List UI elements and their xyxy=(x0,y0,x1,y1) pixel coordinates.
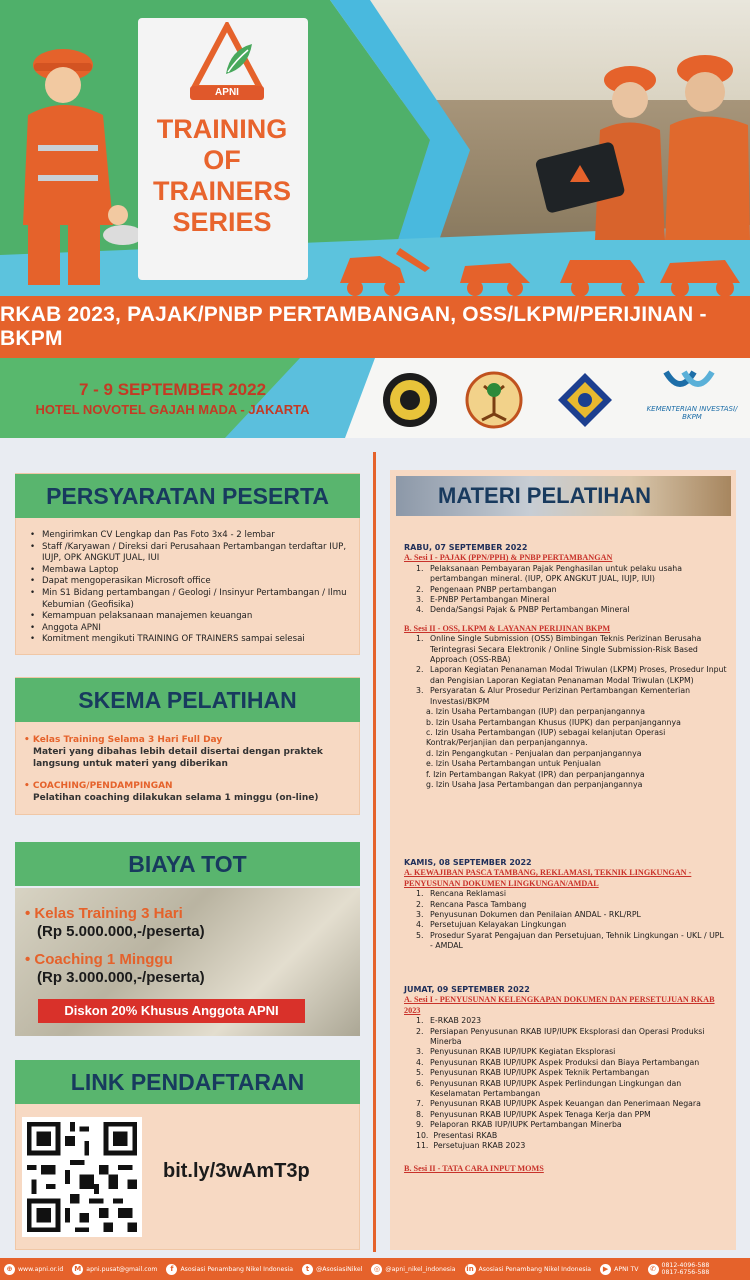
list-item: • Mengirimkan CV Lengkap dan Pas Foto 3x4 - 2 lembar xyxy=(30,530,355,542)
footer-item[interactable] xyxy=(465,1264,592,1275)
topics-text: RKAB 2023, PAJAK/PNBP PERTAMBANGAN, OSS/LKPM/PERIJINAN - BKPM xyxy=(0,303,707,350)
esdm-seal-icon xyxy=(380,370,440,430)
program-title xyxy=(142,114,302,238)
list-item: 4. Penyusunan RKAB IUP/IUPK Aspek Produksi dan Biaya Pertambangan xyxy=(416,1057,700,1067)
requirements-list xyxy=(30,530,355,646)
registration-link[interactable]: bit.ly/3wAmT3p xyxy=(163,1160,310,1182)
list-item: 11. Persetujuan RKAB 2023 xyxy=(416,1141,526,1151)
scheme-item: • Kelas Training Selama 3 Hari Full Day Materi yang dibahas lebih detail disertai dengan praktek langsung untuk materi yang diberikan xyxy=(24,734,359,770)
list-item: 1. Rencana Reklamasi xyxy=(416,889,506,899)
footer-item[interactable] xyxy=(371,1264,455,1275)
list-item: 4. Denda/Sangsi Pajak & PNBP Pertambangan Mineral xyxy=(416,605,630,615)
footer-text: 0812-4096-588 xyxy=(661,1262,710,1269)
kemenkeu-seal-icon xyxy=(555,370,615,430)
list-item: 3. Penyusunan Dokumen dan Penilaian ANDAL - RKL/RPL xyxy=(416,910,641,920)
scheme-item-desc: Materi yang dibahas lebih detail disertai dengan praktek langsung untuk materi yang diberikan xyxy=(33,747,323,769)
partner-sub-text: BKPM xyxy=(682,413,702,421)
list-item: • Komitment mengikuti TRAINING OF TRAINERS sampai selesai xyxy=(30,634,355,646)
scheme-title: SKEMA PELATIHAN xyxy=(15,678,360,722)
day-heading: JUMAT, 09 SEPTEMBER 2022 xyxy=(404,985,530,994)
fee-item-price: (Rp 3.000.000,-/peserta) xyxy=(37,969,205,986)
material-day-1 xyxy=(404,543,729,790)
list-item: 8. Penyusunan RKAB IUP/IUPK Aspek Tenaga Kerja dan PPM xyxy=(416,1109,651,1119)
footer-item[interactable] xyxy=(600,1264,638,1275)
session-items xyxy=(404,889,729,951)
linkedin-icon: in xyxy=(466,1264,474,1273)
apni-logo-text: APNI xyxy=(190,86,264,100)
list-item: 6. Penyusunan RKAB IUP/IUPK Aspek Perlindungan Lingkungan dan Keselamatan Pertambangan xyxy=(416,1078,682,1099)
klhk-seal-icon xyxy=(464,370,524,430)
event-venue: HOTEL NOVOTEL GAJAH MADA - JAKARTA xyxy=(35,402,310,417)
session-label: A. KEWAJIBAN PASCA TAMBANG, REKLAMASI, TEKNIK LINGKUNGAN - PENYUSUNAN DOKUMEN LINGKUNGAN/AMDAL xyxy=(404,868,692,888)
footer-text: www.apni.or.id xyxy=(18,1265,64,1273)
list-item: 4. Persetujuan Kelayakan Lingkungan xyxy=(416,920,567,930)
title-line: TRAINING xyxy=(156,114,288,144)
qr-code[interactable] xyxy=(22,1117,142,1237)
scheme-list xyxy=(24,734,359,804)
fee-title: BIAYA TOT xyxy=(15,842,360,886)
footer-text: @apni_nikel_indonesia xyxy=(385,1265,456,1273)
hero-banner xyxy=(0,0,750,296)
footer-item[interactable] xyxy=(4,1264,63,1275)
sub-item: f. Izin Pertambangan Rakyat (IPR) dan perpanjangannya xyxy=(426,769,645,779)
list-item: 3. Persyaratan & Alur Prosedur Perizinan Pertambangan Kementerian Investasi/BKPM xyxy=(416,686,691,706)
list-item: 2. Persiapan Penyusunan RKAB IUP/IUPK Eksplorasi dan Operasi Produksi Minerba xyxy=(416,1026,705,1047)
list-item: 9. Pelaporan RKAB IUP/IUPK Pertambangan Minerba xyxy=(416,1120,622,1130)
scheme-item: • COACHING/PENDAMPINGAN Pelatihan coaching dilakukan selama 1 minggu (on-line) xyxy=(24,780,359,804)
footer-item[interactable] xyxy=(166,1264,293,1275)
day-heading: KAMIS, 08 SEPTEMBER 2022 xyxy=(404,858,532,867)
list-item: 3. E-PNBP Pertambangan Mineral xyxy=(416,595,550,605)
footer-text: APNI TV xyxy=(614,1265,639,1273)
fee-list: • Kelas Training 3 Hari (Rp 5.000.000,-/peserta) • Coaching 1 Minggu (Rp 3.000.000,-/peserta) xyxy=(25,905,355,997)
kementerian-investasi-logo-icon xyxy=(660,366,720,404)
scheme-item-desc: Pelatihan coaching dilakukan selama 1 minggu (on-line) xyxy=(33,793,319,803)
session-label: A. Sesi I - PAJAK (PPN/PPH) & PNBP PERTAMBANGAN xyxy=(404,553,613,563)
list-item: • Min S1 Bidang pertambangan / Geologi / Insinyur Pertambangan / Ilmu Kebumian (Geofisika) xyxy=(30,588,355,611)
footer-text: Asosiasi Penambang Nikel Indonesia xyxy=(180,1265,294,1273)
list-item: • Membawa Laptop xyxy=(30,565,355,577)
worker-illustration xyxy=(8,25,148,290)
list-item: 10. Presentasi RKAB xyxy=(416,1130,498,1140)
youtube-icon: ▶ xyxy=(600,1264,611,1275)
fee-item-name: Coaching 1 Minggu xyxy=(34,951,173,968)
list-item: 5. Prosedur Syarat Pengajuan dan Persetujuan, Tehnik Lingkungan - UKL / UPL - AMDAL xyxy=(416,930,724,951)
list-item: 1. Pelaksanaan Pembayaran Pajak Penghasilan untuk pelaku usaha pertambangan mineral. (IUP, OPK ANGKUT JUAL, IUJP, IUI) xyxy=(416,563,683,584)
list-item: 5. Penyusunan RKAB IUP/IUPK Aspek Teknik Pertambangan xyxy=(416,1068,650,1078)
session-items xyxy=(404,1016,729,1151)
session-label: B. Sesi II - TATA CARA INPUT MOMS xyxy=(404,1163,544,1173)
apni-logo xyxy=(190,22,264,96)
session-items xyxy=(404,634,729,707)
footer-text: @AsosiasiNikel xyxy=(316,1265,363,1273)
facebook-icon: f xyxy=(166,1264,177,1275)
session-label: B. Sesi II - OSS, LKPM & LAYANAN PERIJINAN BKPM xyxy=(404,623,611,633)
registration-title: LINK PENDAFTARAN xyxy=(15,1060,360,1104)
partner-name xyxy=(636,405,748,421)
list-item: 3. Penyusunan RKAB IUP/IUPK Kegiatan Eksplorasi xyxy=(416,1047,616,1057)
fee-item-price: (Rp 5.000.000,-/peserta) xyxy=(37,923,205,940)
material-title: MATERI PELATIHAN xyxy=(396,476,731,516)
scheme-item-head: Kelas Training Selama 3 Hari Full Day xyxy=(32,735,223,745)
material-day-3 xyxy=(404,985,729,1174)
sub-item: d. Izin Pengangkutan - Penjualan dan perpanjangannya xyxy=(426,748,642,758)
list-item: 2. Laporan Kegiatan Penanaman Modal Triwulan (LKPM) Proses, Prosedur Input dan Pengisian Laporan Kegiatan Penanaman Modal Triwulan (LKPM) xyxy=(416,665,727,685)
list-item: 1. Online Single Submission (OSS) Bimbingan Teknis Perizinan Berusaha Terintegrasi Secara Elektronik / Online Single Submission-Risk Based Approach (OSS-RBA) xyxy=(416,634,702,665)
footer-item[interactable] xyxy=(648,1262,710,1276)
fee-item-name: Kelas Training 3 Hari xyxy=(34,905,183,922)
requirements-title: PERSYARATAN PESERTA xyxy=(15,474,360,518)
sub-item: e. Izin Usaha Pertambangan untuk Penjualan xyxy=(426,759,601,769)
event-date: 7 - 9 SEPTEMBER 2022 xyxy=(78,380,267,399)
session-label: A. Sesi I - PENYUSUNAN KELENGKAPAN DOKUMEN DAN PERSETUJUAN RKAB 2023 xyxy=(404,995,715,1015)
scheme-item-head: COACHING/PENDAMPINGAN xyxy=(32,781,173,791)
list-item: 2. Pengenaan PNBP pertambangan xyxy=(416,584,557,594)
column-divider xyxy=(373,452,376,1252)
title-line: SERIES xyxy=(172,207,272,237)
footer-item[interactable] xyxy=(302,1264,362,1275)
list-item: • Kemampuan pelaksanaan manajemen keuangan xyxy=(30,611,355,623)
whatsapp-icon: ✆ xyxy=(648,1264,659,1275)
discount-badge: Diskon 20% Khusus Anggota APNI xyxy=(38,999,305,1023)
mining-trucks-silhouette xyxy=(330,238,750,296)
list-item: 1. E-RKAB 2023 xyxy=(416,1016,482,1026)
sub-item: g. Izin Usaha Jasa Pertambangan dan perpanjangannya xyxy=(426,779,643,789)
footer-text: apni.pusat@gmail.com xyxy=(86,1265,158,1273)
sub-item: a. Izin Usaha Pertambangan (IUP) dan perpanjangannya xyxy=(426,707,646,717)
globe-icon: ⊕ xyxy=(4,1264,15,1275)
footer-contacts xyxy=(0,1258,750,1280)
mail-icon: M xyxy=(72,1264,83,1275)
footer-text: Asosiasi Penambang Nikel Indonesia xyxy=(478,1265,592,1273)
phone-numbers xyxy=(662,1262,710,1276)
list-item: • Anggota APNI xyxy=(30,623,355,635)
twitter-icon: t xyxy=(302,1264,313,1275)
list-item: 2. Rencana Pasca Tambang xyxy=(416,899,527,909)
topics-ribbon xyxy=(0,296,750,358)
sub-items xyxy=(404,707,729,790)
engineers-photo xyxy=(520,40,750,240)
footer-text: 0817-6756-588 xyxy=(661,1269,710,1276)
instagram-icon: ◎ xyxy=(371,1264,382,1275)
day-heading: RABU, 07 SEPTEMBER 2022 xyxy=(404,543,528,552)
footer-item[interactable] xyxy=(72,1264,157,1275)
list-item: • Staff /Karyawan / Direksi dari Perusahaan Pertambangan terdaftar IUP, IUJP, OPK ANGKUT JUAL, IUI xyxy=(30,542,355,565)
list-item: • Dapat mengoperasikan Microsoft office xyxy=(30,576,355,588)
sub-item: c. Izin Usaha Pertambangan (IUP) sebagai kelanjutan Operasi Kontrak/Perjanjian dan perpanjangannya. xyxy=(426,727,666,748)
session-items xyxy=(404,564,729,616)
material-day-2 xyxy=(404,858,729,952)
title-line: OF xyxy=(203,145,241,175)
list-item: 7. Penyusunan RKAB IUP/IUPK Aspek Keuangan dan Penerimaan Negara xyxy=(416,1099,701,1109)
sub-item: b. Izin Usaha Pertambangan Khusus (IUPK) dan perpanjangannya xyxy=(426,717,681,727)
title-line: TRAINERS xyxy=(152,176,291,206)
partner-name-text: KEMENTERIAN INVESTASI/ xyxy=(646,405,738,413)
